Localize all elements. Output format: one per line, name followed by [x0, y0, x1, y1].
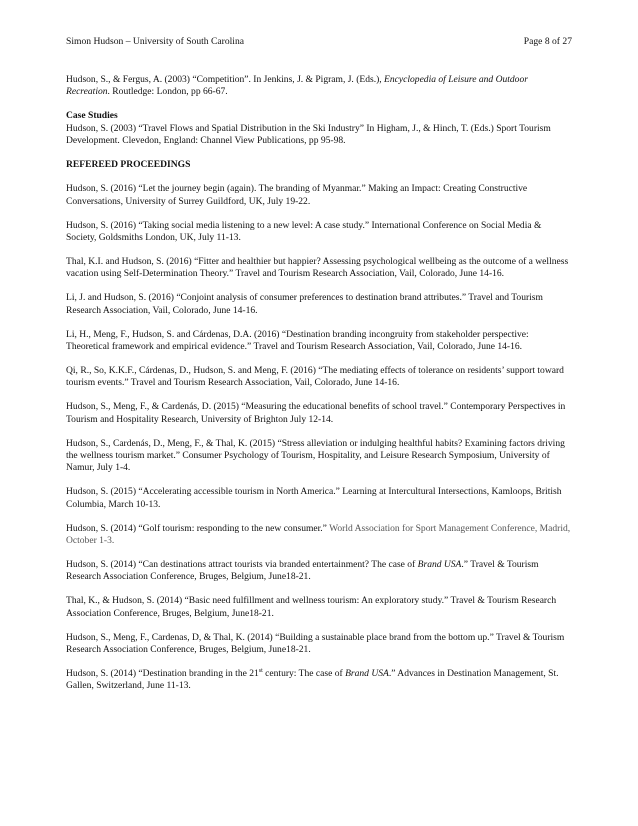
entry-text: .” Travel & Tourism Research Association Conference, Bruges, Belgium, June18-21. — [66, 558, 539, 583]
proceeding-entry: Qi, R., So, K.K.F., Cárdenas, D., Hudson, S. and Meng, F. (2016) “The mediating effects of tolerance on residents’ support toward tourism events.” Travel and Tourism Research Association, Vail, Colorado, June 14-16. — [66, 365, 564, 389]
encyclopedia-entry — [66, 74, 572, 99]
entry-text: . Routledge: London, pp 66-67. — [107, 86, 228, 98]
entry-text: Hudson, S. (2014) “Golf tourism: responding to the new consumer.” — [66, 522, 330, 534]
refereed-proceedings-heading: REFEREED PROCEEDINGS — [66, 159, 191, 171]
entry-italic: Brand USA — [417, 558, 462, 570]
proceeding-entry: Thal, K., & Hudson, S. (2014) “Basic need fulfillment and wellness tourism: An exploratory study.” Travel & Tourism Research Association Conference, Bruges, Belgium, June18-21. — [66, 595, 557, 619]
proceeding-entry: Hudson, S., Meng, F., & Cardenás, D. (2015) “Measuring the educational benefits of school travel.” Contemporary Perspectives in Tourism and Hospitality Research, University of Brighton July 12-14. — [66, 401, 566, 425]
entry-title-italic: Encyclopedia of Leisure and Outdoor Recreation — [66, 74, 528, 98]
case-studies-heading: Case Studies — [66, 110, 118, 122]
superscript: st — [258, 667, 263, 674]
proceeding-entry: Hudson, S. (2016) “Taking social media listening to a new level: A case study.” International Conference on Social Media & Society, Goldsmiths London, UK, July 11-13. — [66, 219, 542, 244]
header-author: Simon Hudson – University of South Carolina — [66, 36, 245, 47]
proceeding-entry-destination-branding — [66, 668, 572, 693]
proceeding-entry-golf — [66, 523, 572, 548]
proceeding-entry: Li, H., Meng, F., Hudson, S. and Cárdenas, D.A. (2016) “Destination branding incongruity from stakeholder perspective: Theoretical framework and empirical evidence.” Travel and Tourism Research Association, Vail, Colorado, June 14-16. — [66, 328, 529, 353]
case-studies-block — [66, 110, 572, 147]
proceeding-entry: Hudson, S. (2016) “Let the journey begin (again). The branding of Myanmar.” Making an Impact: Creating Constructive Conversations, University of Surrey Guildford, UK, July 19-22. — [66, 183, 528, 207]
entry-venue-gray: World Association for Sport Management Conference, Madrid, October 1-3. — [66, 522, 571, 547]
entry-text: Hudson, S. (2014) “Destination branding in the 21 — [66, 667, 259, 679]
proceeding-entry: Thal, K.I. and Hudson, S. (2016) “Fitter and healthier but happier? Assessing psychological wellbeing as the outcome of a wellness vacation using Self-Determination Theory.” Travel and Tourism Research Association, Vail, Colorado, June 14-16. — [66, 256, 569, 280]
entry-text: century: The case of — [262, 667, 346, 679]
entry-text: Hudson, S. (2014) “Can destinations attract tourists via branded entertainment? The case of — [66, 558, 418, 570]
proceeding-entry: Hudson, S., Meng, F., Cardenas, D, & Thal, K. (2014) “Building a sustainable place brand from the bottom up.” Travel & Tourism Research Association Conference, Bruges, Belgium, June18-21. — [66, 631, 565, 655]
proceeding-entry: Li, J. and Hudson, S. (2016) “Conjoint analysis of consumer preferences to destination brand attributes.” Travel and Tourism Research Association, Vail, Colorado, June 14-16. — [66, 292, 543, 316]
page-content — [66, 74, 572, 704]
page-header — [66, 36, 572, 48]
proceeding-entry: Hudson, S., Cardenás, D., Meng, F., & Thal, K. (2015) “Stress alleviation or indulging healthful habits? Examining factors driving the wellness tourism market.” Consumer Psychology of Tourism, Hospitality, and Leisure Research Symposium, University of Namur, July 1-4. — [66, 437, 565, 474]
page-number: Page 8 of 27 — [523, 36, 572, 47]
proceeding-entry-brand-usa — [66, 559, 572, 584]
proceeding-entry: Hudson, S. (2015) “Accelerating accessible tourism in North America.” Learning at Intercultural Intersections, Kamloops, British Columbia, March 10-13. — [66, 486, 562, 510]
entry-text: Hudson, S., & Fergus, A. (2003) “Competition”. In Jenkins, J. & Pigram, J. (Eds.), — [66, 74, 385, 85]
entry-text: .” Advances in Destination Management, St. Gallen, Switzerland, June 11-13. — [66, 667, 559, 692]
case-study-entry: Hudson, S. (2003) “Travel Flows and Spatial Distribution in the Ski Industry” In Higham, J., & Hinch, T. (Eds.) Sport Tourism Development. Clevedon, England: Channel View Publications, pp 95-98. — [66, 122, 551, 147]
entry-italic: Brand USA — [345, 667, 389, 679]
